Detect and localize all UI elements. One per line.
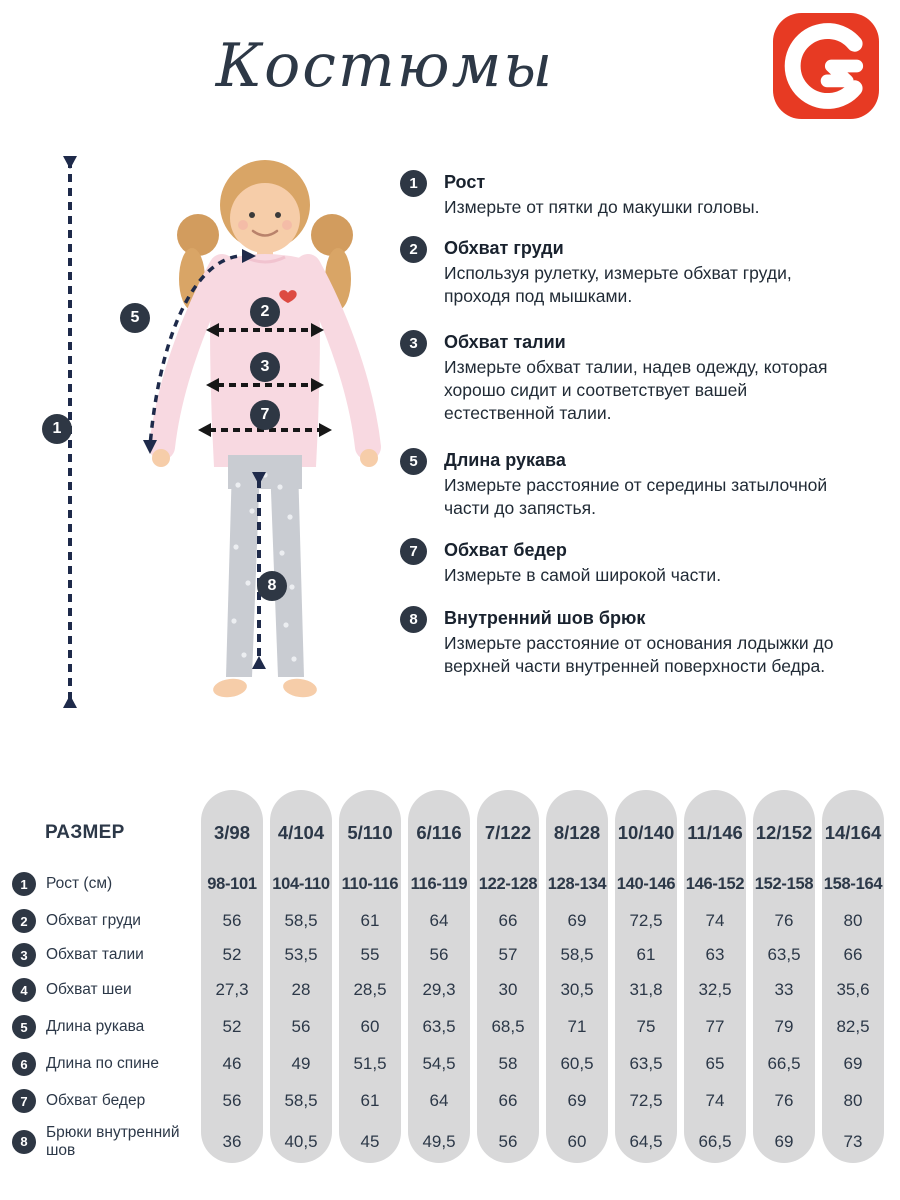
figure-badge-waist: 3 [250, 352, 280, 382]
size-column [546, 790, 608, 1163]
size-column-header: 4/104 [277, 822, 325, 843]
height-arrow-top-icon [63, 156, 77, 169]
brand-logo-g-icon [772, 13, 880, 119]
size-column-header: 8/128 [553, 822, 601, 843]
size-cell: 66 [498, 1091, 518, 1110]
size-cell: 45 [360, 1131, 380, 1151]
table-row-label [12, 1082, 194, 1120]
size-cell: 65 [705, 1054, 725, 1073]
figure-badge-hips: 7 [250, 400, 280, 430]
instruction-text: Измерьте расстояние от середины затылочной части до запястья. [444, 475, 828, 519]
size-cell: 35,6 [836, 980, 870, 999]
size-cell: 30,5 [560, 980, 594, 999]
size-cell: 76 [774, 1091, 794, 1110]
row-label: Рост (см) [46, 875, 113, 893]
instruction-title: Внутренний шов брюк [444, 608, 646, 628]
size-cell: 66,5 [698, 1131, 732, 1151]
table-row-label [12, 864, 194, 904]
size-column-header: 7/122 [484, 822, 532, 843]
size-cell: 82,5 [836, 1017, 870, 1036]
size-cell: 69 [567, 1091, 587, 1110]
row-badge: 3 [12, 943, 36, 967]
row-badge: 6 [12, 1052, 36, 1076]
size-cell: 31,8 [629, 980, 663, 999]
size-cell: 64 [429, 1091, 449, 1110]
row-badge: 7 [12, 1089, 36, 1113]
size-cell: 75 [636, 1017, 656, 1036]
size-cell: 58,5 [560, 945, 594, 964]
size-cell: 56 [222, 911, 242, 930]
size-cell: 40,5 [284, 1131, 318, 1151]
size-cell: 49 [291, 1054, 311, 1073]
brand-logo [772, 13, 880, 119]
size-column [615, 790, 677, 1163]
size-cell: 69 [774, 1131, 794, 1151]
instruction-title: Обхват груди [444, 238, 564, 258]
instruction-text: Используя рулетку, измерьте обхват груди, проходя под мышками. [444, 263, 792, 307]
size-cell: 64,5 [629, 1131, 663, 1151]
instruction-badge: 2 [400, 236, 427, 263]
row-label: Длина по спине [46, 1055, 159, 1073]
size-cell: 76 [774, 911, 794, 930]
size-cell: 74 [705, 911, 725, 930]
size-cell: 49,5 [422, 1131, 456, 1151]
size-cell: 74 [705, 1091, 725, 1110]
table-row-label [12, 1120, 194, 1163]
instruction-text: Измерьте расстояние от основания лодыжки до верхней части внутренней поверхности бедра. [444, 633, 834, 677]
size-cell: 46 [222, 1054, 242, 1073]
inseam-arrow-top-icon [252, 472, 266, 485]
size-cell: 77 [705, 1017, 725, 1036]
row-label: Обхват груди [46, 912, 141, 930]
size-cell: 57 [498, 945, 518, 964]
size-column-header: 14/164 [824, 822, 882, 843]
size-cell: 52 [222, 945, 242, 964]
instruction-text: Измерьте в самой широкой части. [444, 565, 722, 585]
size-cell: 63,5 [767, 945, 801, 964]
instruction-item [400, 450, 892, 520]
table-row-label [12, 904, 194, 938]
size-column [822, 790, 884, 1163]
size-cell: 71 [567, 1017, 587, 1036]
size-cell: 66 [498, 911, 518, 930]
table-row-label [12, 1008, 194, 1046]
size-cell: 73 [843, 1131, 863, 1151]
row-badge: 8 [12, 1130, 36, 1154]
size-column [339, 790, 401, 1163]
instruction-badge: 7 [400, 538, 427, 565]
size-column-header: 6/116 [416, 822, 462, 843]
size-cell: 72,5 [629, 1091, 663, 1110]
size-cell: 30 [498, 980, 518, 999]
size-column [270, 790, 332, 1163]
instruction-item [400, 238, 892, 308]
instruction-item [400, 608, 892, 678]
size-cell: 28 [291, 980, 311, 999]
size-cell: 54,5 [422, 1054, 456, 1073]
size-cell: 110-116 [341, 874, 399, 893]
instruction-item [400, 540, 892, 587]
size-cell: 36 [222, 1131, 242, 1151]
table-row-label [12, 938, 194, 972]
size-cell: 104-110 [272, 874, 330, 893]
size-cell: 60,5 [560, 1054, 594, 1073]
figure-badge-sleeve: 5 [120, 303, 150, 333]
instruction-badge: 8 [400, 606, 427, 633]
size-cell: 152-158 [754, 874, 814, 893]
size-cell: 122-128 [478, 874, 538, 893]
size-cell: 66 [843, 945, 863, 964]
inseam-arrow-bottom-icon [252, 656, 266, 669]
size-column-header: 12/152 [755, 822, 813, 843]
size-cell: 146-152 [685, 874, 745, 893]
size-cell: 56 [429, 945, 449, 964]
size-column-header: 11/146 [687, 822, 743, 843]
row-label: Брюки внутренний шов [46, 1123, 180, 1159]
instruction-title: Обхват талии [444, 332, 566, 352]
figure-badge-inseam: 8 [257, 571, 287, 601]
size-column [408, 790, 470, 1163]
instruction-item [400, 332, 892, 425]
size-cell: 61 [360, 1091, 380, 1110]
size-column [753, 790, 815, 1163]
size-column-header: 3/98 [213, 822, 250, 843]
table-row-label [12, 972, 194, 1008]
size-cell: 61 [360, 911, 380, 930]
instruction-title: Обхват бедер [444, 540, 567, 560]
size-cell: 116-119 [410, 874, 468, 893]
size-cell: 56 [498, 1131, 518, 1151]
size-cell: 53,5 [284, 945, 318, 964]
size-cell: 29,3 [422, 980, 456, 999]
size-cell: 58 [498, 1054, 518, 1073]
size-cell: 63 [705, 945, 725, 964]
instruction-item [400, 172, 892, 219]
chest-arrow-left-icon [206, 323, 219, 337]
figure-badge-height: 1 [42, 414, 72, 444]
size-cell: 27,3 [215, 980, 249, 999]
instruction-title: Рост [444, 172, 486, 192]
hips-arrow-right-icon [319, 423, 332, 437]
size-column [201, 790, 263, 1163]
row-badge: 4 [12, 978, 36, 1002]
size-cell: 64 [429, 911, 449, 930]
size-cell: 80 [843, 1091, 863, 1110]
figure-badge-chest: 2 [250, 297, 280, 327]
size-cell: 63,5 [629, 1054, 663, 1073]
size-cell: 66,5 [767, 1054, 801, 1073]
inseam-dimension-line [257, 480, 261, 662]
size-column [477, 790, 539, 1163]
size-table-label-column [12, 790, 194, 1163]
size-cell: 158-164 [823, 874, 883, 893]
instruction-badge: 3 [400, 330, 427, 357]
size-cell: 128-134 [547, 874, 607, 893]
waist-arrow-left-icon [206, 378, 219, 392]
size-column-header: 10/140 [617, 822, 675, 843]
size-cell: 69 [567, 911, 587, 930]
row-label: Обхват шеи [46, 981, 132, 999]
size-cell: 58,5 [284, 911, 318, 930]
size-cell: 58,5 [284, 1091, 318, 1110]
instruction-text: Измерьте от пятки до макушки головы. [444, 197, 760, 217]
instruction-text: Измерьте обхват талии, надев одежду, которая хорошо сидит и соответствует вашей естественной талии. [444, 357, 828, 424]
size-column [684, 790, 746, 1163]
table-row-label [12, 1046, 194, 1082]
size-cell: 60 [567, 1131, 587, 1151]
size-cell: 33 [774, 980, 794, 999]
size-cell: 51,5 [353, 1054, 387, 1073]
chest-arrow-right-icon [311, 323, 324, 337]
chest-dimension-line [217, 328, 313, 332]
instruction-title: Длина рукава [444, 450, 566, 470]
row-label: Длина рукава [46, 1018, 145, 1036]
size-table [12, 790, 884, 1163]
size-cell: 55 [360, 945, 380, 964]
size-cell: 72,5 [629, 911, 663, 930]
size-column-header: 5/110 [347, 822, 393, 843]
size-cell: 60 [360, 1017, 380, 1036]
size-cell: 61 [636, 945, 656, 964]
hips-arrow-left-icon [198, 423, 211, 437]
size-cell: 98-101 [207, 874, 257, 893]
size-cell: 69 [843, 1054, 863, 1073]
row-label: Обхват бедер [46, 1092, 146, 1110]
size-cell: 68,5 [491, 1017, 525, 1036]
row-badge: 2 [12, 909, 36, 933]
size-table-header: РАЗМЕР [45, 822, 125, 843]
row-badge: 5 [12, 1015, 36, 1039]
instruction-badge: 5 [400, 448, 427, 475]
size-cell: 79 [774, 1017, 794, 1036]
waist-arrow-right-icon [311, 378, 324, 392]
size-cell: 63,5 [422, 1017, 456, 1036]
row-label: Обхват талии [46, 946, 144, 964]
size-cell: 56 [222, 1091, 242, 1110]
size-cell: 80 [843, 911, 863, 930]
size-cell: 140-146 [616, 874, 676, 893]
waist-dimension-line [217, 383, 313, 387]
page-title: Костюмы [215, 31, 555, 101]
size-cell: 32,5 [698, 980, 732, 999]
height-arrow-bottom-icon [63, 695, 77, 708]
size-cell: 52 [222, 1017, 242, 1036]
instruction-badge: 1 [400, 170, 427, 197]
row-badge: 1 [12, 872, 36, 896]
size-cell: 56 [291, 1017, 311, 1036]
size-cell: 28,5 [353, 980, 387, 999]
